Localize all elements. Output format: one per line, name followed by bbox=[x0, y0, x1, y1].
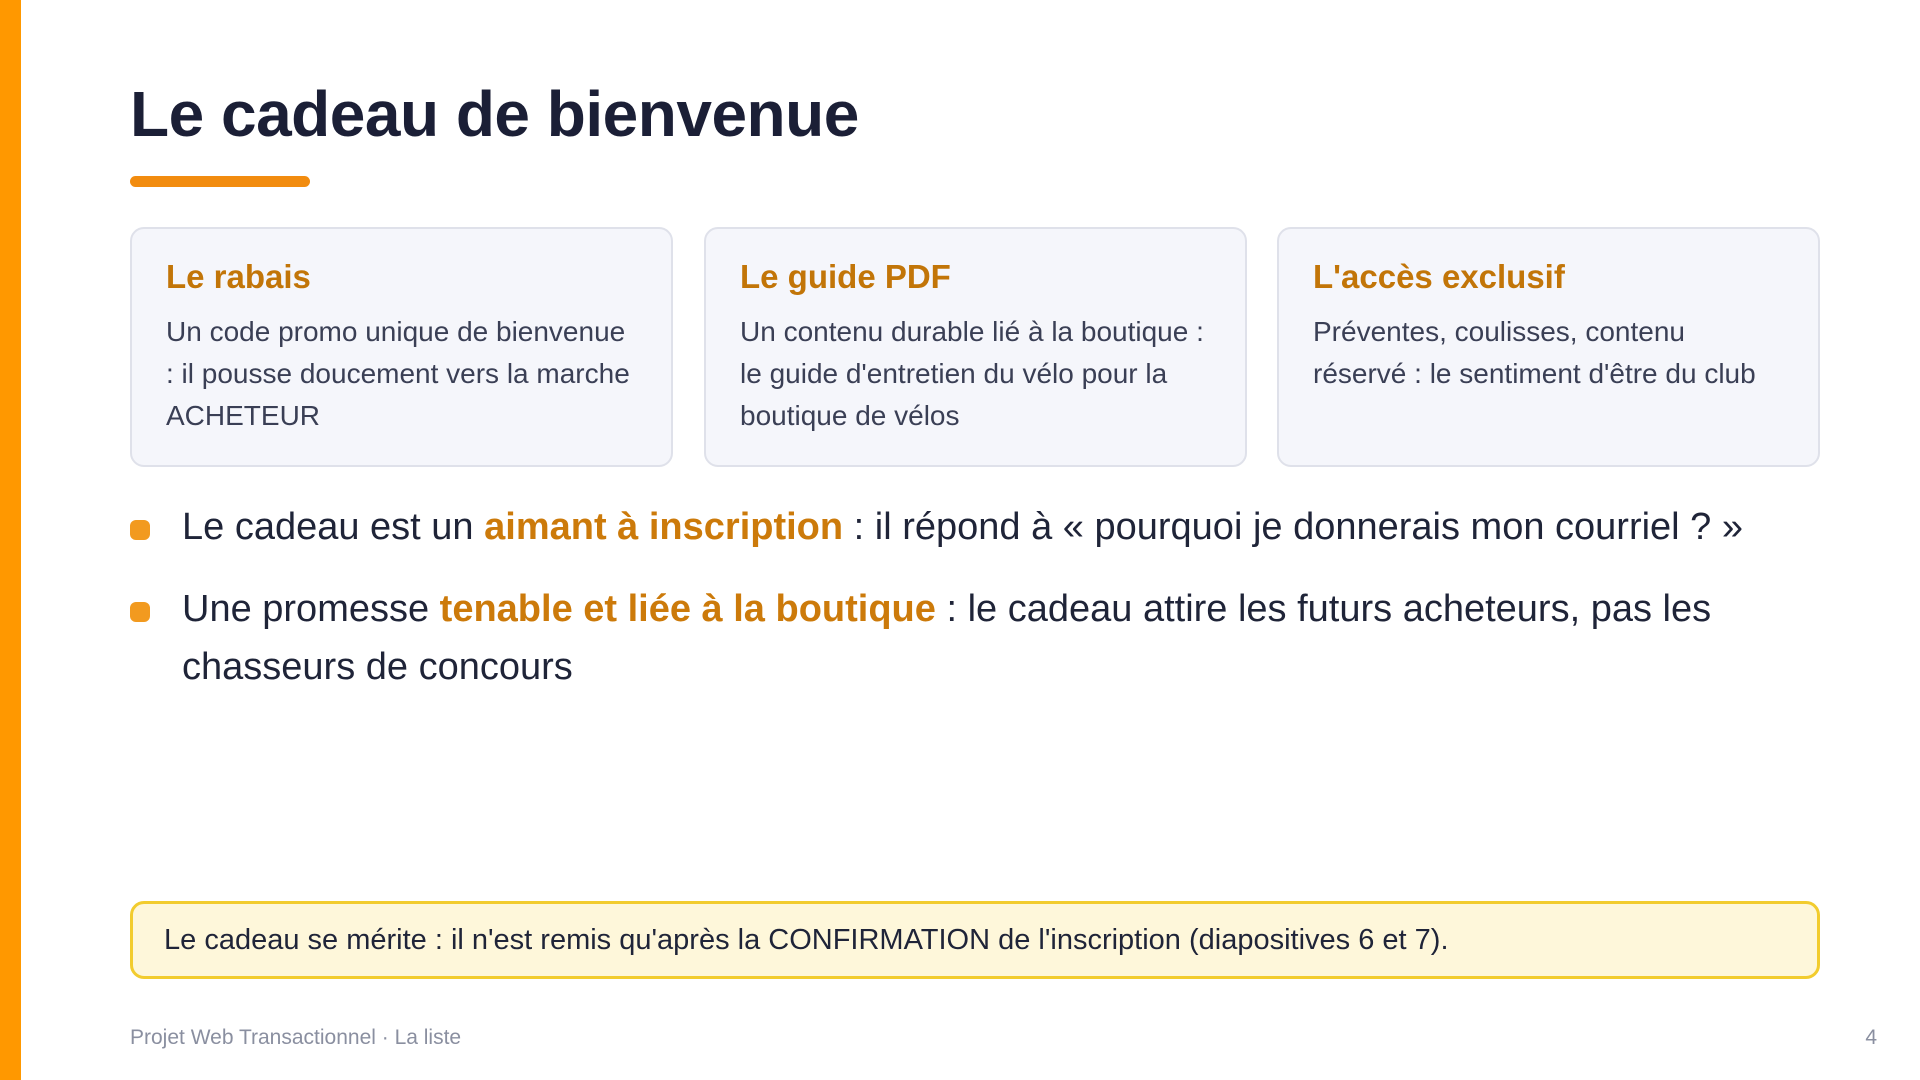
accent-side-bar bbox=[0, 0, 21, 1080]
card-guide-pdf bbox=[704, 227, 1247, 467]
title-underline bbox=[130, 176, 310, 187]
bullet-highlight: tenable et liée à la boutique bbox=[439, 588, 936, 630]
bullet-text: Une promesse bbox=[182, 588, 440, 630]
slide-title: Le cadeau de bienvenue bbox=[130, 78, 859, 150]
bullet-marker-icon bbox=[130, 520, 150, 540]
bullet-highlight: aimant à inscription bbox=[484, 506, 844, 548]
card-rabais bbox=[130, 227, 673, 467]
card-title: Le rabais bbox=[166, 258, 311, 295]
card-text: Préventes, coulisses, contenu réservé : le sentiment d'être du club bbox=[1313, 316, 1756, 389]
card-title: L'accès exclusif bbox=[1313, 258, 1565, 295]
bullet-marker-icon bbox=[130, 602, 150, 622]
page-number: 4 bbox=[1865, 1026, 1877, 1049]
bullet-text: Le cadeau est un bbox=[182, 506, 485, 548]
footer-text: Projet Web Transactionnel · La liste bbox=[130, 1026, 462, 1049]
bullet-item bbox=[130, 580, 1820, 696]
bullet-item bbox=[130, 498, 1820, 556]
bullet-list bbox=[130, 498, 1820, 720]
cards-row bbox=[130, 227, 1820, 467]
callout-note-text: Le cadeau se mérite : il n'est remis qu'après la CONFIRMATION de l'inscription (diapositives 6 et 7). bbox=[164, 923, 1449, 956]
callout-note bbox=[130, 901, 1820, 979]
bullet-text: : le cadeau attire les futurs acheteurs, pas les chasseurs de concours bbox=[182, 588, 1712, 688]
bullet-text: : il répond à « pourquoi je donnerais mon courriel ? » bbox=[843, 506, 1743, 548]
card-title: Le guide PDF bbox=[740, 258, 951, 295]
card-text: Un contenu durable lié à la boutique : le guide d'entretien du vélo pour la boutique de vélos bbox=[740, 316, 1204, 431]
card-text: Un code promo unique de bienvenue : il pousse doucement vers la marche ACHETEUR bbox=[166, 316, 630, 431]
card-acces-exclusif bbox=[1277, 227, 1820, 467]
